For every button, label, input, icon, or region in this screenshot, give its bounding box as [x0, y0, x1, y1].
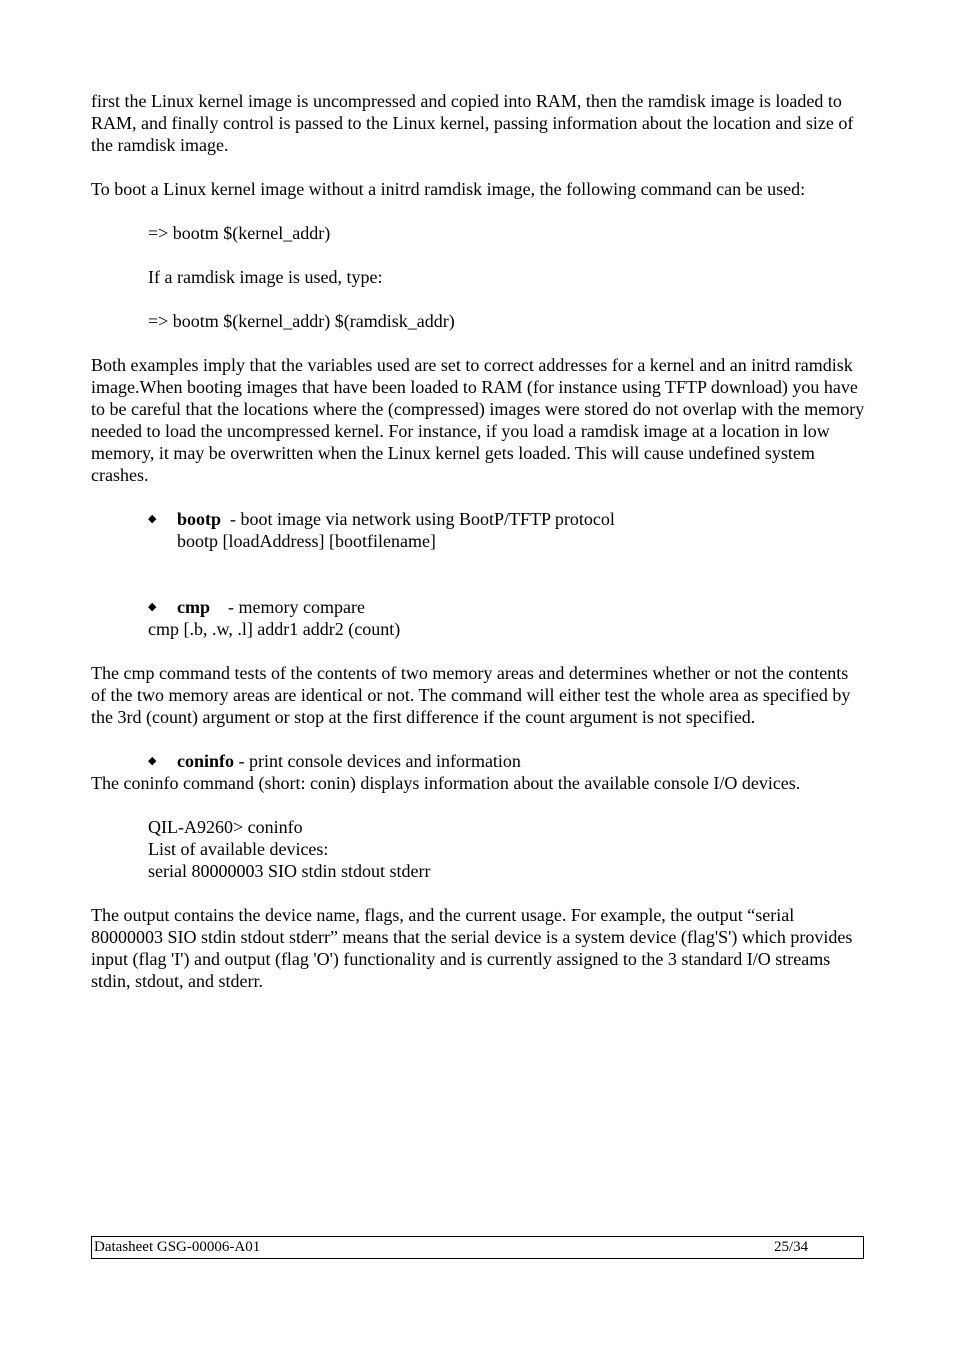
list-item-bootp [91, 508, 866, 552]
list-item-cmp [91, 596, 866, 618]
paragraph-kernel-load: first the Linux kernel image is uncompressed and copied into RAM, then the ramdisk image is loaded to RAM, and finally control is passed to the Linux kernel, passing information about the location and size of the ramdisk image. [91, 91, 854, 155]
command-name-coninfo: coninfo [177, 751, 235, 771]
code-bootm-kernel-ramdisk: => bootm $(kernel_addr) $(ramdisk_addr) [148, 311, 455, 331]
paragraph-coninfo-description: The coninfo command (short: conin) displays information about the available console I/O devices. [91, 773, 801, 793]
console-line-serial: serial 80000003 SIO stdin stdout stderr [148, 861, 431, 881]
console-line-header: List of available devices: [148, 839, 329, 859]
paragraph-memory-overlap: Both examples imply that the variables used are set to correct addresses for a kernel and an initrd ramdisk image.When booting images that have been loaded to RAM (for instance using TFTP download) you have to be careful that the locations where the (compressed) images were stored do not overlap with the memory needed to load the uncompressed kernel. For instance, if you load a ramdisk image at a location in low memory, it may be overwritten when the Linux kernel gets loaded. This will cause undefined system crashes. [91, 355, 865, 485]
document-body [91, 90, 866, 1014]
console-output [91, 816, 866, 882]
bullet-diamond-icon: ◆ [148, 755, 157, 767]
command-name-bootp: bootp [177, 509, 222, 529]
command-desc-coninfo: - print console devices and information [234, 751, 521, 771]
paragraph-output-explanation: The output contains the device name, flags, and the current usage. For example, the output “serial 80000003 SIO stdin stdout stderr” means that the serial device is a system device (flag'S') which provides input (flag 'I') and output (flag 'O') functionality and is currently assigned to the 3 standard I/O streams stdin, stdout, and stderr. [91, 905, 853, 991]
paragraph-cmp-description: The cmp command tests of the contents of two memory areas and determines whether or not the contents of the two memory areas are identical or not. The command will either test the whole area as specified by the 3rd (count) argument or stop at the first difference if the count argument is not specified. [91, 663, 851, 727]
page-footer [91, 1236, 864, 1259]
footer-document-id: Datasheet GSG-00006-A01 [94, 1239, 261, 1255]
paragraph-ramdisk-used: If a ramdisk image is used, type: [148, 267, 383, 287]
command-usage-cmp: cmp [.b, .w, .l] addr1 addr2 (count) [148, 619, 401, 639]
command-desc-bootp: - boot image via network using BootP/TFTP protocol [221, 509, 615, 529]
footer-page-number: 25/34 [774, 1239, 809, 1255]
bullet-diamond-icon: ◆ [148, 601, 157, 613]
paragraph-boot-without-initrd: To boot a Linux kernel image without a initrd ramdisk image, the following command can be used: [91, 179, 806, 199]
console-line-prompt: QIL-A9260> coninfo [148, 817, 303, 837]
command-desc-cmp: - memory compare [210, 597, 365, 617]
command-name-cmp: cmp [177, 597, 210, 617]
code-bootm-kernel: => bootm $(kernel_addr) [148, 223, 331, 243]
list-item-coninfo [91, 750, 866, 772]
bullet-diamond-icon: ◆ [148, 513, 157, 525]
command-usage-bootp: bootp [loadAddress] [bootfilename] [177, 531, 436, 551]
